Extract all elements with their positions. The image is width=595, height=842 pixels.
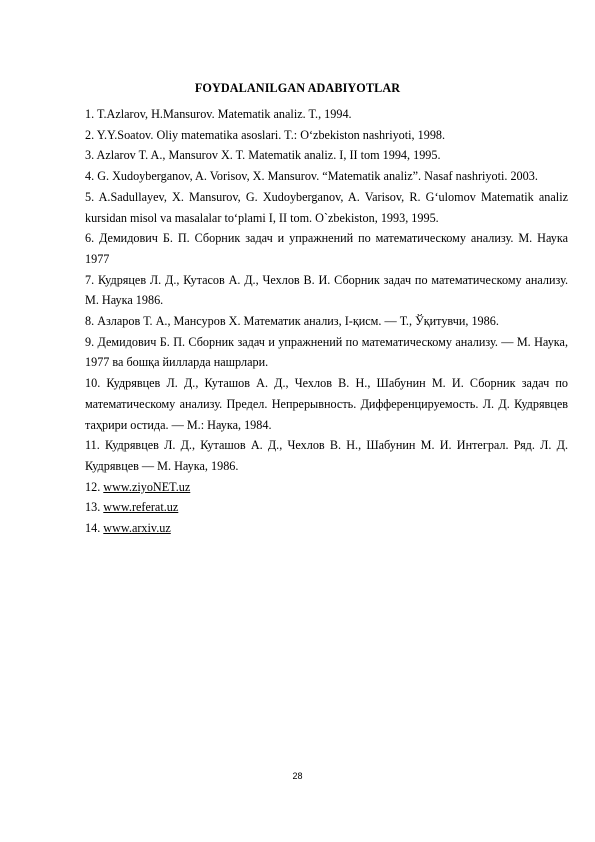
reference-item-11 — [85, 435, 568, 476]
reference-text: Кудрявцев Л. Д., Куташов А. Д., Чехлов В. Н., Шабунин М. И. Интеграл. Ряд. Л. Д. Кудрявцев — М. Наука, 1986. — [85, 438, 568, 473]
reference-item-9 — [85, 332, 568, 373]
reference-number: 13. — [85, 500, 101, 515]
reference-number: 8. — [85, 314, 95, 329]
reference-text: Демидович Б. П. Сборник задач и упражнений по математическому анализу. — М. Наука, 1977 ва бошқа йилларда нашрлари. — [85, 334, 569, 370]
reference-text: T.Azlarov, H.Mansurov. Matematik analiz. T., 1994. — [96, 107, 352, 121]
reference-item-10 — [85, 373, 568, 435]
reference-item-3 — [85, 145, 568, 166]
link-ziyonet[interactable]: www.ziyoNET.uz — [103, 479, 191, 494]
reference-item-1 — [85, 104, 568, 125]
reference-number: 2. — [85, 127, 95, 142]
link-arxiv[interactable]: www.arxiv.uz — [103, 521, 171, 536]
reference-item-7 — [85, 270, 568, 311]
reference-list — [85, 104, 568, 539]
page-title: FOYDALANILGAN ADABIYOTLAR — [194, 81, 401, 95]
reference-item-6 — [85, 228, 568, 269]
reference-number: 5. — [85, 189, 95, 204]
reference-item-12 — [85, 477, 568, 498]
reference-number: 12. — [85, 479, 101, 494]
reference-item-2 — [85, 125, 568, 146]
reference-text: Y.Y.Soatov. Oliy matematika asoslari. T.: O‘zbekiston nashriyoti, 1998. — [96, 127, 446, 142]
reference-text: Азларов Т. А., Мансуров Х. Математик анализ, I-қисм. — Т., Ўқитувчи, 1986. — [97, 314, 499, 329]
reference-text: Azlarov T. A., Mansurov X. T. Matematik analiz. I, II tom 1994, 1995. — [96, 148, 441, 163]
reference-text: Демидович Б. П. Сборник задач и упражнений по математическому анализу. М. Наука 1977 — [85, 231, 568, 266]
link-referat[interactable]: www.referat.uz — [103, 500, 179, 515]
reference-number: 1. — [85, 107, 95, 121]
reference-item-8 — [85, 311, 568, 332]
reference-number: 10. — [85, 376, 101, 391]
reference-number: 4. — [85, 169, 95, 184]
reference-number: 6. — [85, 231, 95, 246]
reference-number: 7. — [85, 272, 95, 287]
reference-text: Кудрявцев Л. Д., Куташов А. Д., Чехлов В. Н., Шабунин М. И. Сборник задач по математическому анализу. Предел. Непрерывность. Дифференцируемость. Л. Д. Кудрявцев таҳрири остида. — М.: Наука, 1984. — [85, 376, 568, 432]
reference-item-13 — [85, 497, 568, 518]
reference-text: Кудряцев Л. Д., Кутасов А. Д., Чехлов В. И. Сборник задач по математическому анализу. М. Наука 1986. — [85, 272, 568, 308]
reference-number: 9. — [85, 334, 95, 349]
reference-number: 14. — [85, 521, 101, 536]
reference-item-5 — [85, 187, 568, 228]
reference-number: 3. — [85, 148, 95, 163]
page-number: 28 — [292, 771, 303, 781]
reference-number: 11. — [85, 438, 100, 453]
reference-item-14 — [85, 518, 568, 539]
reference-text: A.Sadullayev, X. Mansurov, G. Xudoyberganov, A. Varisov, R. G‘ulomov Matematik analiz kursidan misol va masalalar to‘plami I, II tom. O`zbekiston, 1993, 1995. — [85, 189, 568, 225]
reference-item-4 — [85, 166, 568, 187]
reference-text: G. Xudoyberganov, A. Vorisov, X. Mansurov. “Matematik analiz”. Nasaf nashriyoti. 2003. — [97, 169, 538, 184]
